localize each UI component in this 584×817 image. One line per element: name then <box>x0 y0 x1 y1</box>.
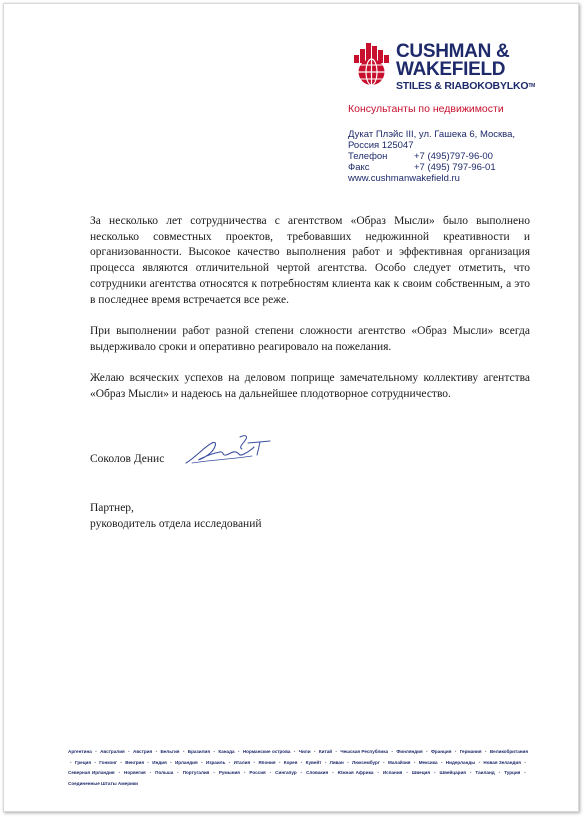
address-line-2: Россия 125047 <box>348 140 414 151</box>
footer-country: Израиль <box>205 759 226 765</box>
company-logo <box>352 41 552 91</box>
footer-separator: • <box>375 770 381 776</box>
footer-country: Корея <box>283 759 298 765</box>
footer-country: Канада <box>218 749 235 754</box>
footer-country: Испания <box>382 770 403 776</box>
trademark-mark: TM <box>528 83 536 89</box>
footer-country: Португалия <box>182 770 210 776</box>
footer-separator: • <box>467 770 474 776</box>
footer-separator: • <box>252 759 257 765</box>
paragraph-3: Желаю всяческих успехов на деловом поприще замечательному коллективу агентства «Образ Мысли» и надеюсь на дальнейшее плодотворное сотрудничество. <box>90 372 530 400</box>
fax-label: Факс <box>348 162 370 173</box>
website-link[interactable]: www.cushmanwakefield.ru <box>348 173 460 184</box>
footer-country: Германия <box>459 749 482 754</box>
footer-separator: • <box>181 749 186 754</box>
footer-country: Австрия <box>133 749 153 754</box>
footer-country: Новая Зеландия <box>483 759 521 765</box>
footer-separator: • <box>70 759 73 765</box>
phone-label: Телефон <box>348 151 388 162</box>
footer-country: Финляндия <box>396 749 423 754</box>
footer-separator: • <box>93 749 99 754</box>
footer-separator: • <box>439 759 444 765</box>
footer-country: Япония <box>258 759 276 765</box>
signer-name: Соколов Денис <box>90 453 165 465</box>
footer-separator: • <box>424 749 429 754</box>
footer-separator: • <box>334 749 339 754</box>
footer-country: Гонконг <box>99 759 117 765</box>
fax-number: +7 (495) 797-96-01 <box>414 162 496 173</box>
footer-country: Таиланд <box>475 770 495 776</box>
footer-separator: • <box>199 759 204 765</box>
footer-separator: • <box>292 749 297 754</box>
footer-separator: • <box>154 749 159 754</box>
handwritten-signature <box>182 429 277 469</box>
footer-separator: • <box>312 749 317 754</box>
footer-country: Норманские острова <box>242 749 291 754</box>
footer-separator: • <box>453 749 458 754</box>
footer-country: Швеция <box>411 770 431 776</box>
footer-separator: • <box>345 759 350 765</box>
footer-country: Бразилия <box>187 749 211 754</box>
footer-separator: • <box>477 759 482 765</box>
footer-country: Швейцария <box>439 770 466 776</box>
logo-wordmark <box>396 43 535 92</box>
position-line-1: Партнер, <box>90 502 134 514</box>
footer-country: Турция <box>504 770 521 776</box>
footer-country: Венгрия <box>125 759 145 765</box>
footer-country: Греция <box>74 759 92 765</box>
footer-separator: • <box>277 759 282 765</box>
footer-separator: • <box>241 770 248 776</box>
footer-country: Австралия <box>100 749 125 754</box>
footer-country: Малайзия <box>387 759 411 765</box>
footer-country: Бельгия <box>160 749 180 754</box>
footer-country: Великобритания <box>489 749 529 754</box>
country-list-footer <box>68 747 528 790</box>
footer-separator: • <box>212 749 217 754</box>
footer-country: Нидерланды <box>445 759 476 765</box>
footer-separator: • <box>381 759 386 765</box>
footer-separator: • <box>496 770 503 776</box>
footer-country: Южная Африка <box>337 770 374 776</box>
fax-row <box>348 162 515 173</box>
footer-separator: • <box>175 770 181 776</box>
logo-line-wakefield: WAKEFIELD <box>396 59 506 80</box>
footer-separator: • <box>432 770 438 776</box>
footer-separator: • <box>522 759 526 765</box>
building-globe-icon <box>352 41 392 87</box>
footer-separator: • <box>404 770 410 776</box>
footer-country: Соединенные Штаты Америки <box>68 781 138 787</box>
footer-separator: • <box>522 770 526 776</box>
footer-separator: • <box>118 759 124 765</box>
position-line-2: руководитель отдела исследований <box>90 518 262 530</box>
footer-country: Норвегия <box>124 770 146 776</box>
footer-country: Сингапур <box>275 770 297 776</box>
footer-separator: • <box>412 759 417 765</box>
footer-separator: • <box>147 770 154 776</box>
letter-body <box>90 214 530 418</box>
footer-separator: • <box>146 759 151 765</box>
footer-country: Мексика <box>418 759 438 765</box>
address-line-1: Дукат Плэйс III, ул. Гашека 6, Москва, <box>348 129 516 140</box>
letter-page <box>3 3 579 812</box>
signer-position <box>90 500 262 532</box>
footer-separator: • <box>227 759 232 765</box>
footer-separator: • <box>211 770 217 776</box>
footer-country: Индия <box>152 759 167 765</box>
footer-separator: • <box>298 770 305 776</box>
footer-country: Чили <box>298 749 311 754</box>
footer-country: Россия <box>249 770 266 776</box>
footer-country: Северная Ирландия <box>68 770 115 776</box>
footer-country: Ливан <box>329 759 344 765</box>
footer-country: Словакия <box>306 770 329 776</box>
footer-separator: • <box>168 759 173 765</box>
footer-country: Люксембург <box>351 759 380 765</box>
footer-country: Польша <box>155 770 174 776</box>
footer-separator: • <box>483 749 488 754</box>
footer-separator: • <box>299 759 304 765</box>
footer-country: Румыния <box>218 770 240 776</box>
phone-number: +7 (495)797-96-00 <box>414 151 493 162</box>
footer-separator: • <box>330 770 336 776</box>
logo-line-cushman: CUSHMAN & <box>396 41 510 62</box>
logo-line-stiles: STILES & RIABOKOBYLKO™ <box>396 80 536 92</box>
footer-separator: • <box>236 749 241 754</box>
footer-separator: • <box>93 759 98 765</box>
footer-separator: • <box>126 749 131 754</box>
footer-country: Франция <box>431 749 452 754</box>
footer-separator: • <box>323 759 328 765</box>
footer-country: Аргентина <box>68 749 92 754</box>
footer-country: Китай <box>318 749 333 754</box>
footer-country: Чешская Республика <box>340 749 389 754</box>
phone-row <box>348 151 515 162</box>
footer-country: Италия <box>233 759 251 765</box>
footer-country: Кувейт <box>305 759 322 765</box>
paragraph-2: При выполнении работ разной степени сложности агентство «Образ Мысли» всегда выдерживало сроки и оперативно реагировало на пожелания. <box>90 324 530 353</box>
footer-separator: • <box>267 770 274 776</box>
footer-country: Ирландия <box>175 759 198 765</box>
contact-block <box>348 129 515 184</box>
paragraph-1: За несколько лет сотрудничества с агентством «Образ Мысли» было выполнено несколько совместных проектов, требовавших недюжинной креативности и организованности. Высокое качество выполнения работ и эффективная организация процесса являются отличительной чертой агентства. Особо следует отметить, что сотрудники агентства относятся к потребностям клиента как к своим собственным, а это в последнее время встречается все реже. <box>90 215 530 306</box>
footer-separator: • <box>116 770 123 776</box>
footer-separator: • <box>390 749 395 754</box>
company-tagline: Консультанты по недвижимости <box>348 103 504 115</box>
